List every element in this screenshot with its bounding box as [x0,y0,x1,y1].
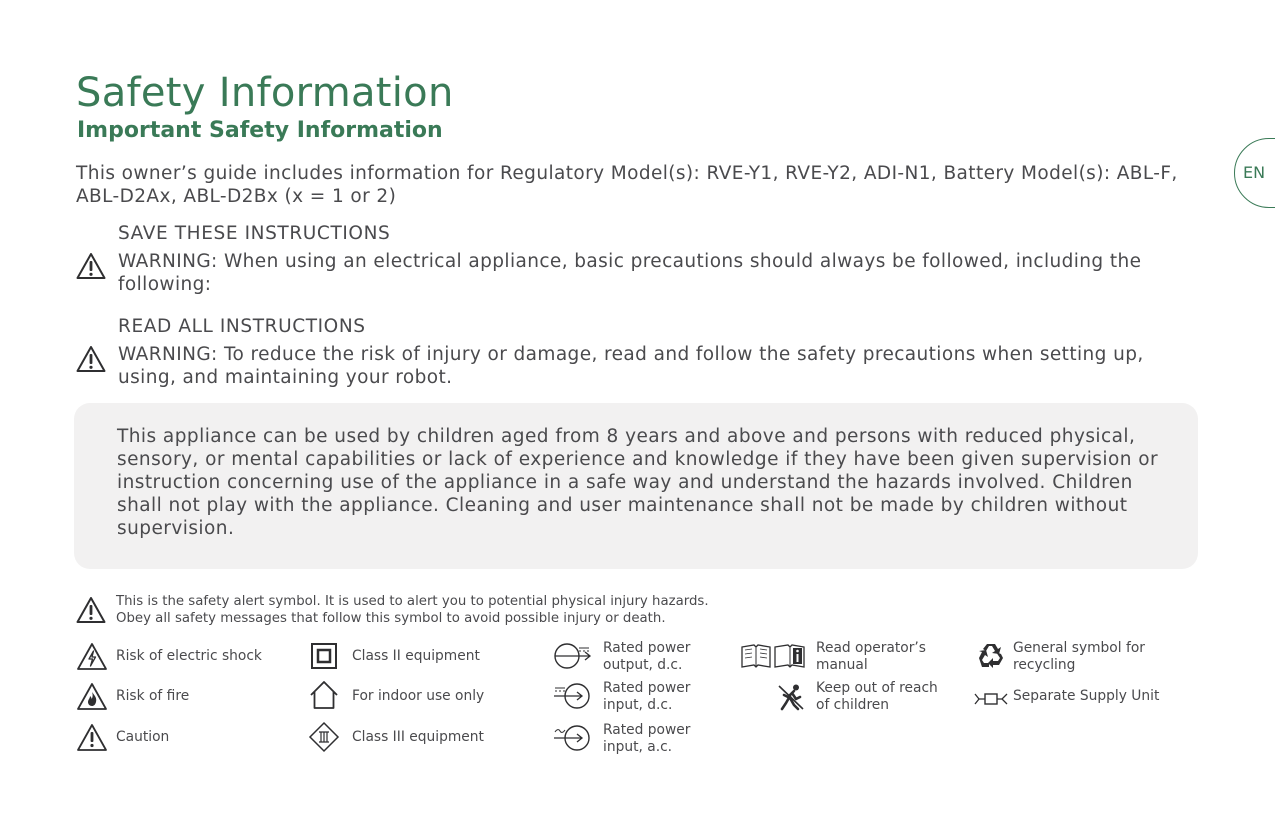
symbol-label-input-ac-line-2: input, a.c. [603,739,673,755]
symbol-label-output-dc [603,640,690,674]
rated-output-dc-icon [552,641,592,671]
symbol-label-recycling [1013,640,1145,674]
operator-manual-icon [740,643,806,669]
children-notice-text: This appliance can be used by children aged from 8 years and above and persons with reduced physical, sensory, or mental capabilities or lack of experience and knowledge if they have been given supervision or instruction concerning use of the appliance in a safe way and understand the hazards involved. Children shall not play with the appliance. Cleaning and user maintenance shall not be made by children without supervision. [117,426,1159,539]
fire-icon [76,682,108,711]
symbol-label-recycling-line-2: recycling [1013,657,1076,673]
symbol-label-input-dc [603,680,690,714]
section-heading-read: READ ALL INSTRUCTIONS [118,316,366,337]
children-notice-box [74,403,1198,569]
symbol-label-caution: Caution [116,729,170,745]
safety-alert-icon [76,596,106,624]
section-heading-save: SAVE THESE INSTRUCTIONS [118,223,391,244]
language-tab[interactable] [1234,138,1275,208]
symbol-label-output-dc-line-1: Rated power [603,640,691,656]
symbol-label-supply: Separate Supply Unit [1013,688,1160,704]
symbol-label-input-ac [603,722,690,756]
safety-alert-text [116,593,756,627]
symbol-label-class-ii: Class II equipment [352,648,480,664]
keep-away-children-icon [776,683,806,711]
class-iii-icon [308,721,340,753]
warning-text-save: WARNING: When using an electrical appliance, basic precautions should always be followed, including the following: [118,251,1142,295]
symbol-label-input-dc-line-2: input, d.c. [603,697,673,713]
symbol-label-indoor: For indoor use only [352,688,485,704]
intro-text: This owner’s guide includes information for Regulatory Model(s): RVE-Y1, RVE-Y2, ADI-N1, Battery Model(s): ABL-F, ABL-D2Ax, ABL-D2Bx (x = 1 or 2) [76,163,1178,207]
page-title: Safety Information [76,70,454,116]
symbol-label-output-dc-line-2: output, d.c. [603,657,683,673]
safety-alert-line-1: This is the safety alert symbol. It is used to alert you to potential physical injury hazards. [116,594,709,609]
safety-alert-line-2: Obey all safety messages that follow this symbol to avoid possible injury or death. [116,611,666,626]
symbol-label-children [816,680,938,714]
page-subtitle: Important Safety Information [77,118,443,143]
symbol-label-manual-line-1: Read operator’s [816,640,926,656]
symbol-label-input-ac-line-1: Rated power [603,722,691,738]
separate-supply-unit-icon [973,690,1009,708]
rated-input-dc-icon [552,681,592,711]
rated-input-ac-icon [552,723,592,753]
symbol-label-recycling-line-1: General symbol for [1013,640,1145,656]
recycling-icon [976,641,1006,670]
class-ii-icon [310,642,338,670]
house-icon [308,680,340,710]
symbol-label-manual-line-2: manual [816,657,868,673]
language-tab-label: EN [1243,163,1266,182]
warning-triangle-icon [76,252,106,280]
warning-text-read: WARNING: To reduce the risk of injury or damage, read and follow the safety precautions when setting up, using, and maintaining your robot. [118,344,1144,388]
symbol-label-class-iii: Class III equipment [352,729,484,745]
symbol-label-input-dc-line-1: Rated power [603,680,691,696]
symbol-label-fire: Risk of fire [116,688,190,704]
caution-icon [76,723,108,752]
electric-shock-icon [76,642,108,671]
symbol-label-electric-shock: Risk of electric shock [116,648,262,664]
warning-triangle-icon [76,345,106,373]
symbol-label-children-line-2: of children [816,697,890,713]
symbol-label-manual [816,640,926,674]
symbol-label-children-line-1: Keep out of reach [816,680,938,696]
